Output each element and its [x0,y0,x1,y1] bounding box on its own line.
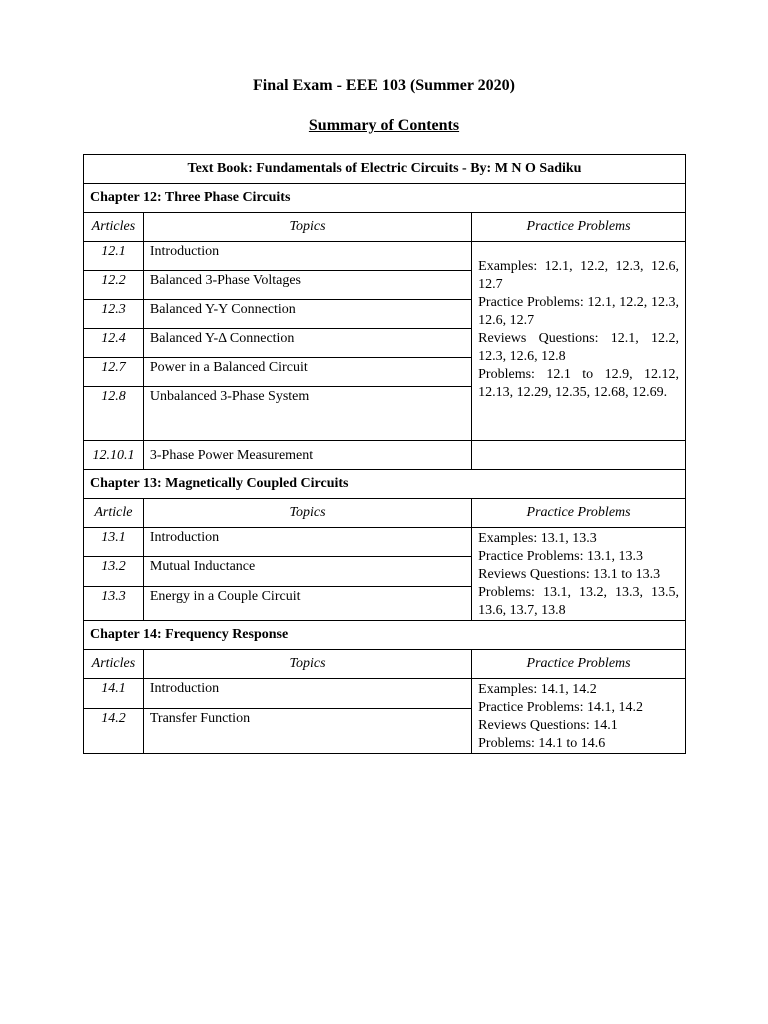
article-number: 13.1 [84,528,144,557]
article-number: 13.2 [84,557,144,586]
table-row [84,242,686,271]
chapter-heading-row [84,621,686,650]
problem-line: Problems: 13.1, 13.2, 13.3, 13.5, 13.6, 13.7, 13.8 [478,585,679,618]
article-number: 12.1 [84,242,144,271]
problem-line: Practice Problems: 12.1, 12.2, 12.3, 12.6, 12.7 [478,295,679,328]
article-number: 13.3 [84,586,144,620]
topic-name: Balanced 3-Phase Voltages [143,271,471,300]
column-header-problems: Practice Problems [472,499,686,528]
practice-problems-cell [472,242,686,441]
topic-name: 3-Phase Power Measurement [143,441,471,470]
problem-line: Practice Problems: 14.1, 14.2 [478,700,644,715]
article-number: 12.10.1 [84,441,144,470]
chapter-title: Chapter 14: Frequency Response [84,621,686,650]
chapter-title: Chapter 12: Three Phase Circuits [84,184,686,213]
problem-line: Reviews Questions: 14.1 [478,718,618,733]
article-number: 12.2 [84,271,144,300]
article-number: 14.1 [84,679,144,709]
table-row [84,679,686,709]
topic-name: Introduction [143,679,471,709]
problem-line: Examples: 14.1, 14.2 [478,682,597,697]
column-header-problems: Practice Problems [472,213,686,242]
chapter-heading-row [84,470,686,499]
topic-name: Introduction [143,528,471,557]
table-row [84,441,686,470]
exam-title: Final Exam - EEE 103 (Summer 2020) [253,77,515,94]
chapter-title: Chapter 13: Magnetically Coupled Circuits [84,470,686,499]
table-row [84,528,686,557]
topic-name: Introduction [143,242,471,271]
article-number: 12.4 [84,329,144,358]
article-number: 12.8 [84,387,144,441]
article-number: 12.3 [84,300,144,329]
problem-line: Problems: 14.1 to 14.6 [478,736,606,751]
article-number: 14.2 [84,708,144,753]
summary-title: Summary of Contents [308,117,460,134]
topic-name: Balanced Y-Δ Connection [143,329,471,358]
topic-name: Energy in a Couple Circuit [143,586,471,620]
column-header-row [84,499,686,528]
problem-line: Problems: 12.1 to 12.9, 12.12, 12.13, 12.29, 12.35, 12.68, 12.69. [478,367,679,400]
column-header-topics: Topics [143,650,471,679]
practice-problems-cell [472,679,686,754]
column-header-problems: Practice Problems [472,650,686,679]
column-header-article: Articles [84,213,144,242]
column-header-row [84,213,686,242]
practice-problems-cell [472,528,686,621]
column-header-row [84,650,686,679]
textbook-row [84,155,686,184]
column-header-article: Articles [84,650,144,679]
contents-table [83,154,686,754]
textbook-title: Text Book: Fundamentals of Electric Circuits - By: M N O Sadiku [84,155,686,184]
column-header-topics: Topics [143,499,471,528]
problem-line: Examples: 12.1, 12.2, 12.3, 12.6, 12.7 [478,259,679,292]
problem-line: Examples: 13.1, 13.3 [478,531,597,546]
article-number: 12.7 [84,358,144,387]
problem-line: Practice Problems: 13.1, 13.3 [478,549,644,564]
topic-name: Unbalanced 3-Phase System [143,387,471,441]
column-header-topics: Topics [143,213,471,242]
column-header-article: Article [84,499,144,528]
topic-name: Power in a Balanced Circuit [143,358,471,387]
empty-cell [472,441,686,470]
problem-line: Reviews Questions: 12.1, 12.2, 12.3, 12.6, 12.8 [478,331,679,364]
chapter-heading-row [84,184,686,213]
topic-name: Mutual Inductance [143,557,471,586]
topic-name: Balanced Y-Y Connection [143,300,471,329]
problem-line: Reviews Questions: 13.1 to 13.3 [478,567,661,582]
topic-name: Transfer Function [143,708,471,753]
